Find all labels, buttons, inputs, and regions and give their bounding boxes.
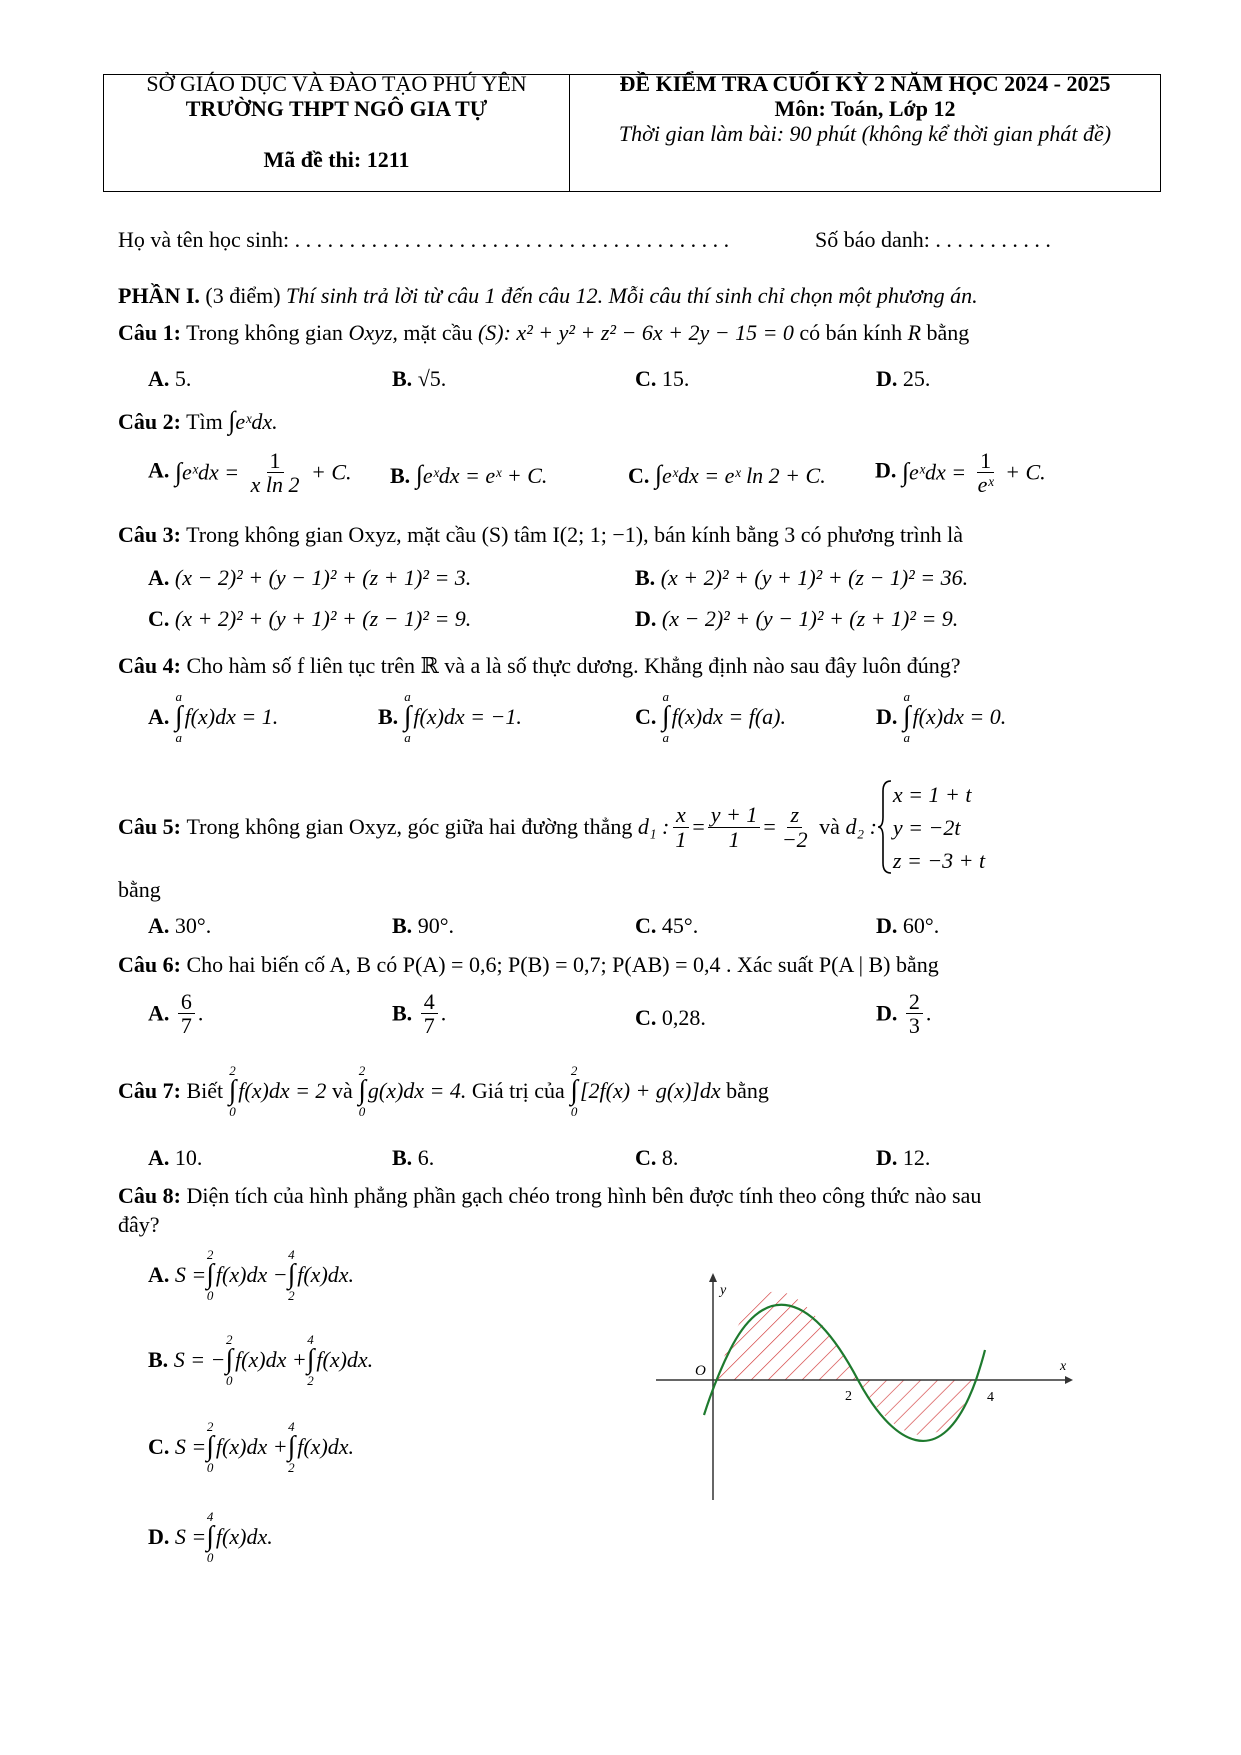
q3-option-b[interactable] [635, 565, 968, 591]
option-letter: A. [148, 1262, 170, 1287]
subject: Môn: Toán, Lớp 12 [774, 96, 956, 121]
q7-and: và [331, 1078, 353, 1103]
option-end: f(x)dx. [215, 1524, 273, 1549]
upper-limit: 2 [206, 1247, 214, 1262]
q1-text-d: bằng [926, 320, 970, 345]
q1-text: Trong không gian [186, 320, 343, 345]
lower-limit: 0 [570, 1104, 578, 1119]
q1-text-c: có bán kính [799, 320, 903, 345]
system-line: y = −2t [892, 814, 961, 840]
q8-option-c[interactable] [148, 1420, 354, 1474]
q5-fraction-z [779, 803, 811, 850]
integral-sign: 2 ∫ 0 [206, 1419, 214, 1475]
option-text: (x − 2)² + (y − 1)² + (z + 1)² = 3. [174, 565, 472, 590]
option-end: f(x)dx. [297, 1434, 355, 1459]
lower-limit: 2 [307, 1373, 314, 1388]
option-rhs: + C. [1005, 459, 1046, 485]
q2-option-c[interactable] [628, 460, 826, 490]
q7-option-a[interactable] [148, 1145, 202, 1171]
q1-option-b[interactable] [392, 366, 446, 392]
q3-option-c[interactable] [148, 606, 471, 632]
q5-option-a[interactable] [148, 913, 211, 939]
question-6 [118, 952, 939, 978]
option-text: 15. [661, 366, 690, 391]
y-axis-label: y [720, 1283, 727, 1298]
option-mid: f(x)dx − [215, 1262, 288, 1287]
integral-sign: a ∫ a [661, 689, 670, 745]
q6-text: Cho hai biến cố A, B có P(A) = 0,6; P(B) = 0,7; P(AB) = 0,4 . Xác suất P(A | B) bằng [186, 952, 939, 977]
q3-label: Câu 3: [118, 522, 181, 547]
q4-text: Cho hàm số f liên tục trên ℝ và a là số thực dương. Khẳng định nào sau đây luôn đúng? [186, 653, 961, 678]
option-text: 10. [174, 1145, 203, 1170]
q1-option-a[interactable] [148, 366, 191, 392]
integral-sign: 2 ∫ 0 [358, 1063, 366, 1119]
area-graph [640, 1270, 1080, 1510]
school-name: TRƯỜNG THPT NGÔ GIA TỰ [185, 96, 488, 121]
upper-limit: a [903, 689, 910, 704]
option-text: 6. [417, 1145, 435, 1170]
option-letter: C. [635, 704, 657, 729]
denominator: x ln 2 [250, 472, 300, 498]
question-3 [118, 522, 963, 548]
lower-limit: 0 [206, 1288, 214, 1303]
tick-2-label: 2 [845, 1389, 852, 1404]
upper-limit: 4 [288, 1247, 295, 1262]
part1-heading [118, 283, 978, 309]
q5-option-d[interactable] [876, 913, 939, 939]
denominator: 7 [423, 1013, 435, 1039]
option-text: 0,28. [661, 1005, 706, 1030]
integral-sign: a ∫ a [403, 689, 412, 745]
question-8 [118, 1183, 981, 1209]
header-left [104, 71, 570, 191]
integral-sign: a ∫ a [174, 689, 183, 745]
q6-option-b[interactable]: B. $\frac{4}{7}$ . [392, 989, 447, 1039]
q2-text: Tìm [186, 409, 223, 434]
q6-option-d[interactable]: D. $\frac{2}{3}$ . [876, 989, 932, 1039]
q5-text: Trong không gian Oxyz, góc giữa hai đường thẳng [186, 814, 633, 839]
lower-limit: 2 [288, 1288, 295, 1303]
numerator: x [673, 803, 689, 827]
option-letter: D. [148, 1524, 170, 1549]
fraction [248, 449, 303, 496]
denominator: 7 [180, 1013, 192, 1039]
option-letter: B. [390, 463, 411, 488]
option-text: f(x)dx = 1. [184, 704, 279, 729]
q2-label: Câu 2: [118, 409, 181, 434]
option-letter: D. [875, 457, 897, 483]
option-letter: D. [876, 1145, 898, 1170]
q7-integral-1: f(x)dx = 2 [238, 1078, 327, 1103]
fraction [421, 990, 438, 1037]
option-end: f(x)dx. [316, 1347, 374, 1372]
integral-sign: 4 ∫ 2 [287, 1247, 296, 1303]
q5-option-c[interactable] [635, 913, 698, 939]
part1-title: PHẦN I. [118, 283, 200, 308]
option-text: 8. [661, 1145, 679, 1170]
q2-option-a[interactable] [148, 449, 352, 496]
brace-icon [877, 779, 893, 875]
option-letter: A. [148, 704, 170, 729]
q8-text-2: đây? [118, 1212, 160, 1237]
denominator: 1 [675, 826, 687, 852]
exam-header [103, 71, 1161, 192]
option-text: 60°. [902, 913, 940, 938]
q4-option-a[interactable] [148, 690, 278, 744]
lower-limit: a [175, 730, 182, 745]
question-4 [118, 653, 961, 679]
option-s: S = [174, 1262, 207, 1287]
integral-sign: a ∫ a [902, 689, 911, 745]
option-letter: D. [876, 1000, 898, 1026]
integral-sign: 2 ∫ 0 [228, 1063, 237, 1119]
exam-code: Mã đề thi: 1211 [263, 147, 410, 172]
q6-option-a[interactable]: A. $\frac{6}{7}$ . [148, 989, 204, 1039]
option-letter: B. [392, 1145, 413, 1170]
upper-limit: 4 [307, 1332, 314, 1347]
denominator: eˣ [977, 472, 994, 498]
q4-label: Câu 4: [118, 653, 181, 678]
origin-label: O [695, 1363, 706, 1379]
upper-limit: 2 [229, 1063, 236, 1078]
q1-option-d[interactable] [876, 366, 930, 392]
y-axis-arrow-icon [709, 1273, 717, 1282]
q5-d1: d₁ : [637, 814, 670, 839]
q3-option-a[interactable] [148, 565, 471, 591]
question-2 [118, 406, 278, 436]
q5-tail: bằng [118, 877, 161, 902]
option-text: 25. [902, 366, 931, 391]
option-letter: A. [148, 565, 170, 590]
option-text: 45°. [661, 913, 699, 938]
integral-sign: ∫ [901, 457, 910, 487]
numerator: 1 [977, 449, 994, 473]
option-mid: f(x)dx + [235, 1347, 307, 1372]
option-mid: f(x)dx + [215, 1434, 288, 1459]
q6-label: Câu 6: [118, 952, 181, 977]
lower-limit: 0 [225, 1373, 233, 1388]
q7-option-c[interactable] [635, 1145, 678, 1171]
q7-text: Biết [186, 1078, 224, 1103]
lower-limit: 0 [229, 1104, 236, 1119]
q5-option-b[interactable] [392, 913, 454, 939]
option-letter: A. [148, 1000, 170, 1026]
upper-limit: a [175, 689, 182, 704]
fraction [975, 449, 997, 496]
option-letter: B. [392, 1000, 413, 1026]
q1-option-c[interactable] [635, 366, 689, 392]
q7-option-d[interactable] [876, 1145, 930, 1171]
option-end: f(x)dx. [297, 1262, 355, 1287]
q8-option-b[interactable] [148, 1333, 373, 1387]
q7-label: Câu 7: [118, 1078, 181, 1103]
integral-sign: ∫ [415, 460, 423, 489]
option-letter: A. [148, 913, 170, 938]
option-lhs: eˣdx = [182, 459, 240, 485]
lower-limit: 0 [358, 1104, 366, 1119]
option-letter: D. [876, 704, 898, 729]
upper-limit: 2 [225, 1332, 233, 1347]
header-right [570, 71, 1160, 191]
student-name-field: Họ và tên học sinh: . . . . . . . . . . . . . . . . . . . . . . . . . . . . . . . . . . . . . . . . [118, 227, 730, 252]
lower-limit: a [404, 730, 411, 745]
option-letter: D. [635, 606, 657, 631]
option-text: f(x)dx = 0. [912, 704, 1007, 729]
x-axis-arrow-icon [1065, 1376, 1073, 1384]
upper-limit: a [662, 689, 669, 704]
option-text: eˣdx = eˣ ln 2 + C. [662, 463, 826, 488]
numerator: 1 [267, 449, 284, 473]
q4-option-c[interactable] [635, 690, 786, 744]
exam-time: Thời gian làm bài: 90 phút (không kể thời gian phát đề) [618, 121, 1112, 146]
lower-limit: 0 [206, 1550, 214, 1565]
numerator: 4 [421, 990, 438, 1014]
q8-option-a[interactable] [148, 1248, 354, 1302]
option-s: S = [174, 1434, 207, 1459]
option-letter: B. [378, 704, 399, 729]
integral-sign: 2 ∫ 0 [570, 1063, 578, 1119]
lower-limit: a [903, 730, 910, 745]
option-letter: A. [148, 457, 170, 483]
q1-label: Câu 1: [118, 320, 181, 345]
denominator: 3 [908, 1013, 920, 1039]
q2-option-d[interactable] [875, 449, 1046, 496]
department: SỞ GIÁO DỤC VÀ ĐÀO TẠO PHÚ YÊN [146, 71, 527, 96]
lower-limit: 0 [206, 1460, 214, 1475]
question-1 [118, 320, 969, 346]
lower-limit: a [662, 730, 669, 745]
option-text: (x − 2)² + (y − 1)² + (z + 1)² = 9. [661, 606, 959, 631]
integral-sign: 4 ∫ 2 [306, 1332, 315, 1388]
option-letter: A. [148, 1145, 170, 1170]
option-text: 5. [174, 366, 192, 391]
q5-d2: d₂ : [845, 814, 877, 839]
q8-text: Diện tích của hình phẳng phần gạch chéo trong hình bên được tính theo công thức nào sau [186, 1183, 982, 1208]
system-line: x = 1 + t [892, 781, 972, 807]
numerator: 2 [906, 990, 923, 1014]
q5-system [893, 778, 985, 877]
q5-label: Câu 5: [118, 814, 181, 839]
integral-sign: 2 ∫ 0 [225, 1332, 234, 1388]
q4-option-d[interactable] [876, 690, 1006, 744]
option-letter: B. [392, 366, 413, 391]
q1-text-b: mặt cầu [403, 320, 473, 345]
q8-label: Câu 8: [118, 1183, 181, 1208]
numerator: 6 [178, 990, 195, 1014]
integral-sign: ∫ [228, 406, 236, 435]
q3-text: Trong không gian Oxyz, mặt cầu (S) tâm I(2; 1; −1), bán kính bằng 3 có phương trình là [186, 522, 963, 547]
upper-limit: 2 [206, 1419, 214, 1434]
integral-sign: ∫ [174, 457, 183, 487]
option-letter: D. [876, 913, 898, 938]
x-axis-label: x [1060, 1359, 1067, 1374]
q5-fraction-y [708, 803, 761, 850]
option-letter: C. [635, 913, 657, 938]
student-id-field: Số báo danh: . . . . . . . . . . . [815, 227, 1051, 252]
option-s: S = [174, 1524, 207, 1549]
system-line: z = −3 + t [892, 847, 986, 873]
q7-option-b[interactable] [392, 1145, 434, 1171]
q1-oxyz: Oxyz, [348, 320, 398, 345]
option-letter: C. [635, 1005, 657, 1030]
option-letter: C. [148, 606, 170, 631]
upper-limit: 4 [206, 1509, 214, 1524]
q7-text-value: Giá trị của [471, 1078, 565, 1103]
exam-title: ĐỀ KIỂM TRA CUỐI KỲ 2 NĂM HỌC 2024 - 2025 [619, 71, 1111, 96]
option-text: (x + 2)² + (y + 1)² + (z − 1)² = 9. [174, 606, 472, 631]
option-text: f(x)dx = f(a). [671, 704, 786, 729]
q8-option-d[interactable] [148, 1510, 273, 1564]
option-letter: C. [148, 1434, 170, 1459]
part1-points: (3 điểm) [205, 283, 281, 308]
numerator: y + 1 [708, 803, 761, 827]
upper-limit: 2 [570, 1063, 578, 1078]
integral-sign: 4 ∫ 0 [206, 1509, 214, 1565]
option-letter: C. [635, 366, 657, 391]
option-text: √5. [417, 366, 447, 391]
upper-limit: 4 [288, 1419, 295, 1434]
option-text: (x + 2)² + (y + 1)² + (z − 1)² = 36. [660, 565, 969, 590]
integral-sign: 2 ∫ 0 [206, 1247, 214, 1303]
option-text: f(x)dx = −1. [413, 704, 522, 729]
q2-option-b[interactable] [390, 460, 547, 490]
fraction [906, 990, 923, 1037]
upper-limit: a [404, 689, 411, 704]
fraction [178, 990, 195, 1037]
lower-limit: 2 [288, 1460, 295, 1475]
option-text: eˣdx = eˣ + C. [422, 463, 548, 488]
option-letter: C. [635, 1145, 657, 1170]
numerator: z [787, 803, 802, 827]
q1-r: R [907, 320, 922, 345]
q1-equation: (S): x² + y² + z² − 6x + 2y − 15 = 0 [477, 320, 794, 345]
option-text: 12. [902, 1145, 931, 1170]
option-letter: B. [392, 913, 413, 938]
q4-option-b[interactable] [378, 690, 522, 744]
upper-limit: 2 [358, 1063, 366, 1078]
q5-fraction-x [672, 803, 689, 850]
option-letter: B. [148, 1347, 169, 1372]
option-lhs: eˣdx = [909, 459, 967, 485]
q2-integrand: eˣdx. [235, 409, 278, 434]
tick-4-label: 4 [987, 1390, 994, 1405]
integral-sign: 4 ∫ 2 [287, 1419, 296, 1475]
question-5: Câu 5: Trong không gian Oxyz, góc giữa hai đường thẳng d₁ : $\frac{x}{1}$ = $\frac{y + 1}{1}$ = $\frac{z}{-2}$ và d₂ : x = 1 + t y = −2t z = −3 + t [118, 777, 985, 877]
integral-sign: ∫ [654, 460, 663, 489]
q3-option-d[interactable] [635, 606, 958, 632]
option-text: 90°. [417, 913, 454, 938]
q7-tail: bằng [726, 1078, 769, 1103]
option-s: S = − [173, 1347, 226, 1372]
option-rhs: + C. [311, 459, 352, 485]
denominator: 1 [728, 826, 740, 852]
denominator: −2 [781, 826, 808, 852]
q7-integral-2: g(x)dx = 4. [367, 1078, 467, 1103]
q6-option-c[interactable] [635, 1005, 706, 1031]
option-letter: D. [876, 366, 898, 391]
option-text: 30°. [174, 913, 212, 938]
option-letter: A. [148, 366, 170, 391]
option-letter: C. [628, 463, 650, 488]
question-7 [118, 1058, 769, 1124]
q7-integral-3: [2f(x) + g(x)]dx [579, 1078, 721, 1103]
part1-instruction: Thí sinh trả lời từ câu 1 đến câu 12. Mỗi câu thí sinh chỉ chọn một phương án. [286, 283, 978, 308]
q5-and: và [819, 814, 840, 839]
option-letter: B. [635, 565, 656, 590]
